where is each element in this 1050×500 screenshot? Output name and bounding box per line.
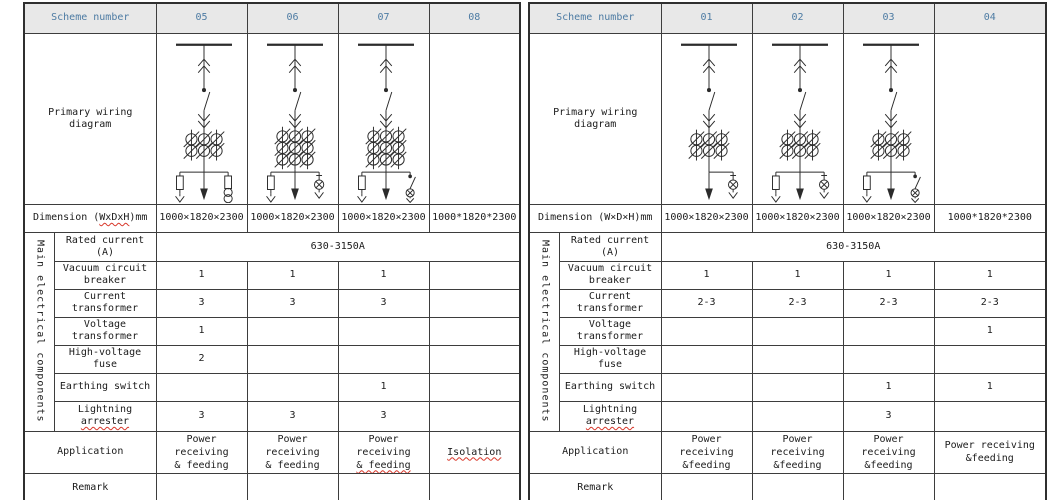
component-value-cell bbox=[338, 317, 429, 345]
dimension-label bbox=[24, 204, 156, 232]
component-value-cell: 1 bbox=[752, 261, 843, 289]
component-label-2 bbox=[559, 317, 661, 345]
fuse-earth-branch-icon bbox=[266, 172, 275, 202]
application-line1: Power receiving bbox=[770, 433, 825, 458]
application-line1: Power receiving bbox=[861, 433, 916, 458]
application-cell-07 bbox=[338, 431, 429, 473]
component-value-cell bbox=[429, 401, 520, 431]
component-value-cell bbox=[429, 373, 520, 401]
scheme-number-02: 02 bbox=[752, 3, 843, 33]
component-value-cell bbox=[752, 317, 843, 345]
primary-wiring-diagram-svg bbox=[250, 37, 339, 203]
component-value-cell: 1 bbox=[661, 261, 752, 289]
component-value-cell: 3 bbox=[156, 401, 247, 431]
current-transformer-icon bbox=[274, 126, 315, 171]
right-branch-icon bbox=[406, 172, 415, 202]
application-cell-02 bbox=[752, 431, 843, 473]
component-value-cell: 3 bbox=[338, 289, 429, 317]
component-label-text: Earthing switch bbox=[59, 381, 151, 392]
remark-cell bbox=[661, 473, 752, 500]
dimension-label-prefix: Dimension (W×D×H)mm bbox=[538, 212, 653, 223]
component-value-cell: 2-3 bbox=[752, 289, 843, 317]
dimension-label bbox=[529, 204, 661, 232]
component-label-text: High-voltage fuse bbox=[68, 347, 142, 370]
remark-cell bbox=[934, 473, 1046, 500]
remark-cell bbox=[843, 473, 934, 500]
scheme-number-04: 04 bbox=[934, 3, 1046, 33]
feeder-arrow-icon bbox=[291, 172, 299, 200]
fuse-earth-branch-icon bbox=[862, 172, 871, 202]
rated-current-value: 630-3150A bbox=[661, 232, 1046, 261]
component-value-cell: 2 bbox=[156, 345, 247, 373]
dimension-label-wavy: WxDxH bbox=[99, 212, 130, 223]
component-label-text: Current transformer bbox=[71, 291, 139, 314]
application-line1: Power receiving bbox=[174, 433, 229, 458]
scheme-number-06: 06 bbox=[247, 3, 338, 33]
component-value-cell bbox=[661, 401, 752, 431]
component-label-3 bbox=[54, 345, 156, 373]
component-value-cell: 1 bbox=[843, 261, 934, 289]
component-label-3 bbox=[559, 345, 661, 373]
component-label-1 bbox=[54, 289, 156, 317]
component-label-4 bbox=[54, 373, 156, 401]
application-line1: Power receiving bbox=[679, 433, 734, 458]
component-value-cell bbox=[843, 345, 934, 373]
right-branch-icon bbox=[314, 172, 323, 198]
component-value-cell: 3 bbox=[247, 289, 338, 317]
right-branch-icon bbox=[224, 172, 232, 203]
current-transformer-icon bbox=[183, 129, 224, 171]
component-value-cell: 1 bbox=[843, 373, 934, 401]
component-label-wavy: arrester bbox=[80, 416, 130, 427]
component-value-cell: 1 bbox=[247, 261, 338, 289]
application-line2: &feeding bbox=[682, 459, 731, 471]
component-value-cell bbox=[338, 345, 429, 373]
dimension-value-05: 1000×1820×2300 bbox=[156, 204, 247, 232]
component-label-1 bbox=[559, 289, 661, 317]
scheme-table-schemes-05-08 bbox=[23, 2, 521, 500]
component-label-text: Earthing switch bbox=[564, 381, 656, 392]
feeder-arrow-icon bbox=[200, 172, 208, 200]
feeder-arrow-icon bbox=[796, 172, 804, 200]
main-electrical-components-label: Main electrical components bbox=[24, 232, 54, 431]
current-transformer-icon bbox=[779, 129, 820, 171]
dimension-value-01: 1000×1820×2300 bbox=[661, 204, 752, 232]
primary-wiring-diagram-svg bbox=[159, 37, 248, 203]
component-value-cell bbox=[934, 401, 1046, 431]
component-label-text: Lightning bbox=[77, 404, 133, 415]
component-value-cell bbox=[752, 345, 843, 373]
fuse-earth-branch-icon bbox=[357, 172, 366, 202]
component-value-cell bbox=[429, 261, 520, 289]
component-value-cell bbox=[661, 345, 752, 373]
primary-wiring-diagram-svg bbox=[664, 37, 753, 203]
component-value-cell: 3 bbox=[156, 289, 247, 317]
component-label-text: Lightning bbox=[582, 404, 638, 415]
scheme-table-schemes-01-04 bbox=[528, 2, 1047, 500]
component-value-cell bbox=[752, 373, 843, 401]
right-branch-icon bbox=[911, 172, 920, 202]
fuse-earth-branch-icon bbox=[771, 172, 780, 202]
component-value-cell bbox=[752, 401, 843, 431]
component-value-cell: 1 bbox=[934, 261, 1046, 289]
component-value-cell bbox=[429, 289, 520, 317]
component-value-cell bbox=[247, 345, 338, 373]
application-line2: & feeding bbox=[174, 459, 229, 471]
dimension-value-08: 1000*1820*2300 bbox=[429, 204, 520, 232]
scheme-number-01: 01 bbox=[661, 3, 752, 33]
application-cell-08 bbox=[429, 431, 520, 473]
primary-wiring-diagram-svg bbox=[846, 37, 935, 203]
component-label-text: Vacuum circuit breaker bbox=[567, 263, 653, 286]
main-electrical-components-label: Main electrical components bbox=[529, 232, 559, 431]
component-value-cell: 3 bbox=[338, 401, 429, 431]
dimension-label-suffix: )mm bbox=[129, 212, 148, 223]
remark-cell bbox=[752, 473, 843, 500]
dimension-label-prefix: Dimension ( bbox=[33, 212, 100, 223]
component-value-cell: 1 bbox=[338, 373, 429, 401]
primary-wiring-label: Primary wiring diagram bbox=[529, 33, 661, 204]
scheme-number-03: 03 bbox=[843, 3, 934, 33]
current-transformer-icon bbox=[870, 129, 911, 171]
component-label-text: High-voltage fuse bbox=[573, 347, 647, 370]
primary-wiring-cell-07 bbox=[338, 33, 429, 204]
primary-wiring-cell-05 bbox=[156, 33, 247, 204]
remark-label: Remark bbox=[24, 473, 156, 500]
application-line1: Power receiving bbox=[356, 433, 411, 458]
rated-current-label: Rated current (A) bbox=[559, 232, 661, 261]
right-branch-icon bbox=[728, 172, 737, 198]
remark-cell bbox=[338, 473, 429, 500]
component-value-cell bbox=[247, 317, 338, 345]
scheme-number-header: Scheme number bbox=[24, 3, 156, 33]
component-value-cell: 3 bbox=[843, 401, 934, 431]
application-cell-06 bbox=[247, 431, 338, 473]
application-line1: Isolation bbox=[447, 446, 502, 458]
component-value-cell bbox=[429, 345, 520, 373]
component-value-cell bbox=[247, 373, 338, 401]
component-label-text: Voltage transformer bbox=[576, 319, 644, 342]
right-branch-icon bbox=[819, 172, 828, 198]
component-value-cell: 1 bbox=[156, 261, 247, 289]
component-label-2 bbox=[54, 317, 156, 345]
remark-cell bbox=[156, 473, 247, 500]
component-label-5 bbox=[54, 401, 156, 431]
application-label: Application bbox=[529, 431, 661, 473]
component-label-0 bbox=[559, 261, 661, 289]
primary-wiring-diagram-svg bbox=[341, 37, 430, 203]
primary-wiring-cell-06 bbox=[247, 33, 338, 204]
scheme-number-header: Scheme number bbox=[529, 3, 661, 33]
dimension-value-06: 1000×1820×2300 bbox=[247, 204, 338, 232]
component-label-4 bbox=[559, 373, 661, 401]
component-value-cell bbox=[843, 317, 934, 345]
scheme-number-07: 07 bbox=[338, 3, 429, 33]
application-cell-01 bbox=[661, 431, 752, 473]
application-line2: &feeding bbox=[965, 453, 1014, 464]
primary-wiring-cell-01 bbox=[661, 33, 752, 204]
component-value-cell bbox=[661, 317, 752, 345]
primary-wiring-cell-03 bbox=[843, 33, 934, 204]
component-value-cell bbox=[156, 373, 247, 401]
rated-current-value: 630-3150A bbox=[156, 232, 520, 261]
component-value-cell: 2-3 bbox=[661, 289, 752, 317]
application-line2: &feeding bbox=[773, 459, 822, 471]
component-label-wavy: arrester bbox=[585, 416, 635, 427]
component-label-text: Vacuum circuit breaker bbox=[62, 263, 148, 286]
component-value-cell: 2-3 bbox=[843, 289, 934, 317]
component-label-5 bbox=[559, 401, 661, 431]
application-cell-03 bbox=[843, 431, 934, 473]
primary-wiring-diagram-svg bbox=[755, 37, 844, 203]
current-transformer-icon bbox=[688, 129, 729, 171]
primary-wiring-cell-04 bbox=[934, 33, 1046, 204]
feeder-arrow-icon bbox=[705, 172, 713, 200]
dimension-value-03: 1000×1820×2300 bbox=[843, 204, 934, 232]
primary-wiring-cell-02 bbox=[752, 33, 843, 204]
application-line2: &feeding bbox=[864, 459, 913, 471]
component-label-text: Voltage transformer bbox=[71, 319, 139, 342]
component-value-cell: 3 bbox=[247, 401, 338, 431]
component-value-cell: 1 bbox=[934, 317, 1046, 345]
feeder-arrow-icon bbox=[382, 172, 390, 200]
feeder-arrow-icon bbox=[887, 172, 895, 200]
application-line1: Power receiving bbox=[265, 433, 320, 458]
application-cell-05 bbox=[156, 431, 247, 473]
dimension-value-07: 1000×1820×2300 bbox=[338, 204, 429, 232]
component-value-cell bbox=[661, 373, 752, 401]
fuse-earth-branch-icon bbox=[175, 172, 184, 202]
application-line2: & feeding bbox=[265, 459, 320, 471]
component-value-cell: 1 bbox=[338, 261, 429, 289]
remark-cell bbox=[429, 473, 520, 500]
component-label-text: Current transformer bbox=[576, 291, 644, 314]
component-value-cell: 1 bbox=[156, 317, 247, 345]
rated-current-label: Rated current (A) bbox=[54, 232, 156, 261]
remark-label: Remark bbox=[529, 473, 661, 500]
scheme-number-05: 05 bbox=[156, 3, 247, 33]
current-transformer-icon bbox=[365, 126, 406, 171]
component-label-0 bbox=[54, 261, 156, 289]
dimension-value-02: 1000×1820×2300 bbox=[752, 204, 843, 232]
primary-wiring-label: Primary wiring diagram bbox=[24, 33, 156, 204]
remark-cell bbox=[247, 473, 338, 500]
application-line2: & feeding bbox=[356, 459, 411, 471]
component-value-cell: 1 bbox=[934, 373, 1046, 401]
application-label: Application bbox=[24, 431, 156, 473]
component-value-cell bbox=[429, 317, 520, 345]
component-value-cell: 2-3 bbox=[934, 289, 1046, 317]
application-cell-04 bbox=[934, 431, 1046, 473]
dimension-value-04: 1000*1820*2300 bbox=[934, 204, 1046, 232]
component-value-cell bbox=[934, 345, 1046, 373]
scheme-number-08: 08 bbox=[429, 3, 520, 33]
primary-wiring-cell-08 bbox=[429, 33, 520, 204]
application-line1: Power receiving bbox=[944, 440, 1035, 451]
